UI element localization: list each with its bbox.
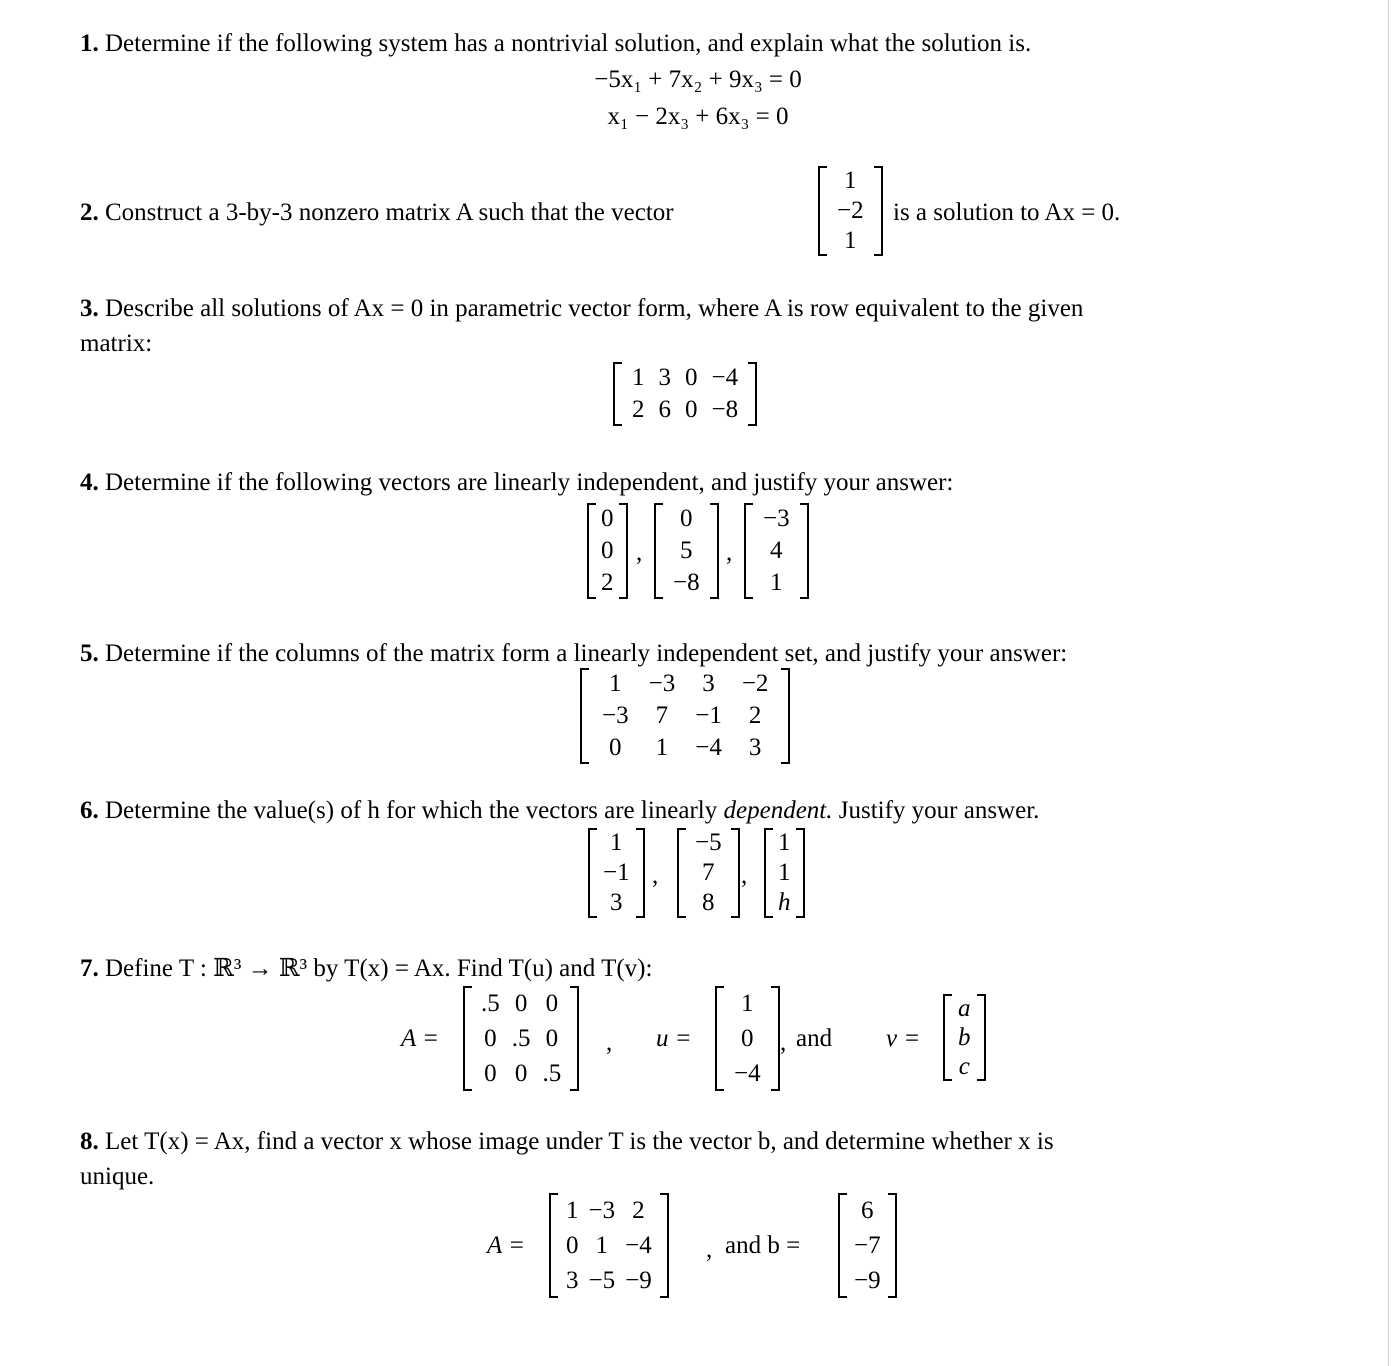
problem-4-text: Determine if the following vectors are linearly independent, and justify your answer: <box>105 469 954 496</box>
problem-7-text: Define T : ℝ³ → ℝ³ by T(x) = Ax. Find T(u) and T(v): <box>105 955 653 982</box>
matrix-cell: 0 <box>514 990 528 1017</box>
problem-7-vector-u <box>715 986 780 1091</box>
problem-8-line-1 <box>80 1127 1054 1157</box>
problem-2-text-a: Construct a 3-by-3 nonzero matrix A such that the vector <box>105 199 674 226</box>
problem-1 <box>80 29 1031 59</box>
matrix-cell: 1 <box>610 829 623 856</box>
problem-8-a-label: A = <box>487 1232 525 1259</box>
matrix-cell: −1 <box>603 859 630 886</box>
matrix-cell: −4 <box>711 364 739 391</box>
matrix-cell: a <box>958 995 971 1022</box>
matrix-cell: −4 <box>625 1232 652 1259</box>
matrix-cell: 0 <box>680 505 693 532</box>
problem-8-line-2: unique. <box>80 1163 155 1190</box>
matrix-cell: 0 <box>484 1025 497 1052</box>
problem-7-and: and <box>796 1025 833 1052</box>
problem-4-number: 4. <box>80 469 99 496</box>
matrix-cell: .5 <box>481 990 500 1017</box>
comma: , <box>706 1236 713 1263</box>
problem-6-vector-3 <box>764 828 805 918</box>
matrix-cell: 1 <box>655 734 669 761</box>
matrix-cell: 3 <box>702 670 715 697</box>
matrix-cell: 3 <box>566 1267 579 1294</box>
problem-8-and-b: and b = <box>725 1232 801 1259</box>
problem-3-line-2: matrix: <box>80 330 153 357</box>
comma: , <box>636 539 643 566</box>
problem-5-matrix <box>580 668 790 764</box>
matrix-cell: 0 <box>685 396 698 423</box>
matrix-cell: 1 <box>770 569 783 596</box>
problem-8-matrix-a <box>549 1193 669 1298</box>
problem-4-vector-2 <box>654 503 719 599</box>
problem-6-vector-1 <box>588 828 645 918</box>
matrix-cell: 2 <box>632 396 645 423</box>
problem-3-matrix <box>613 362 757 426</box>
matrix-cell: −3 <box>648 670 676 697</box>
matrix-cell: −3 <box>602 702 629 729</box>
problem-1-text: Determine if the following system has a nontrivial solution, and explain what the solution is. <box>105 30 1032 57</box>
comma: , <box>652 862 659 889</box>
problem-3-line-1 <box>80 294 1083 324</box>
matrix-cell: −5 <box>588 1267 616 1294</box>
matrix-cell: 0 <box>566 1232 579 1259</box>
matrix-cell: 1 <box>632 364 645 391</box>
problem-8-text-a: Let T(x) = Ax, find a vector x whose image under T is the vector b, and determine whether x is <box>105 1128 1054 1155</box>
problem-2-vector <box>818 166 883 256</box>
matrix-cell: .5 <box>511 1025 531 1052</box>
matrix-cell: 1 <box>844 227 857 254</box>
matrix-cell: −2 <box>837 197 864 224</box>
page-edge <box>1388 0 1389 1366</box>
problem-4-vector-3 <box>744 503 809 599</box>
problem-7-line <box>80 954 652 984</box>
matrix-cell: −3 <box>763 505 790 532</box>
matrix-cell: 1 <box>741 990 754 1017</box>
matrix-cell: 0 <box>601 505 614 532</box>
matrix-cell: 1 <box>609 670 622 697</box>
matrix-cell: 4 <box>770 537 783 564</box>
problem-7-v-label: v = <box>886 1025 921 1052</box>
matrix-cell: 7 <box>702 859 715 886</box>
comma: , <box>780 1029 787 1056</box>
matrix-cell: 0 <box>685 364 698 391</box>
problem-5-number: 5. <box>80 640 99 667</box>
problem-7-vector-v <box>943 994 986 1081</box>
matrix-cell: −3 <box>588 1197 616 1224</box>
matrix-cell: 0 <box>545 990 559 1017</box>
problem-8-number: 8. <box>80 1128 99 1155</box>
problem-2-text-after: is a solution to Ax = 0. <box>893 199 1121 226</box>
problem-5-line <box>80 639 1067 669</box>
problem-2-number: 2. <box>80 199 99 226</box>
matrix-cell: 6 <box>658 396 671 423</box>
matrix-cell: 0 <box>741 1025 754 1052</box>
comma: , <box>606 1029 613 1056</box>
matrix-cell: 2 <box>748 702 762 729</box>
matrix-cell: 1 <box>778 859 791 886</box>
matrix-cell: 0 <box>514 1060 528 1087</box>
problem-8-vector-b <box>838 1193 897 1298</box>
problem-7-number: 7. <box>80 955 99 982</box>
matrix-cell: 1 <box>595 1232 609 1259</box>
matrix-cell: 7 <box>655 702 669 729</box>
problem-6-text-a: Determine the value(s) of h for which the vectors are linearly <box>105 797 718 824</box>
matrix-cell: 3 <box>658 364 671 391</box>
matrix-cell: h <box>778 889 791 916</box>
matrix-cell: .5 <box>542 1060 562 1087</box>
matrix-cell: −1 <box>695 702 722 729</box>
problem-7-u-label: u = <box>656 1025 692 1052</box>
problem-1-number: 1. <box>80 30 99 57</box>
matrix-cell: −4 <box>734 1060 761 1087</box>
problem-6-number: 6. <box>80 797 99 824</box>
matrix-cell: 3 <box>748 734 762 761</box>
problem-6-vector-2 <box>677 828 740 918</box>
problem-6-emphasis: dependent. <box>723 797 833 824</box>
problem-3-number: 3. <box>80 295 99 322</box>
comma: , <box>726 539 733 566</box>
matrix-cell: 0 <box>601 537 614 564</box>
problem-5-text: Determine if the columns of the matrix form a linearly independent set, and justify your answer: <box>105 640 1068 667</box>
problem-1-equation-2: x₁ − 2x₃ + 6x₃ = 0 <box>607 103 789 130</box>
matrix-cell: −4 <box>695 734 722 761</box>
problem-4-vector-1 <box>587 503 628 599</box>
problem-7-a-label: A = <box>401 1025 439 1052</box>
matrix-cell: 8 <box>702 889 715 916</box>
matrix-cell: −2 <box>741 670 769 697</box>
problem-6-line <box>80 796 1039 826</box>
matrix-cell: b <box>958 1024 971 1051</box>
matrix-cell: 6 <box>861 1197 874 1224</box>
matrix-cell: 1 <box>778 829 791 856</box>
problem-4-line <box>80 468 953 498</box>
problem-3-text-a: Describe all solutions of Ax = 0 in parametric vector form, where A is row equivalent to the given <box>105 295 1084 322</box>
matrix-cell: 3 <box>610 889 623 916</box>
matrix-cell: 0 <box>609 734 622 761</box>
matrix-cell: 0 <box>484 1060 497 1087</box>
problem-2-text-before <box>80 198 674 228</box>
matrix-cell: −9 <box>625 1267 652 1294</box>
matrix-cell: −8 <box>673 569 700 596</box>
matrix-cell: c <box>958 1053 970 1080</box>
matrix-cell: −9 <box>854 1267 881 1294</box>
matrix-cell: 1 <box>566 1197 579 1224</box>
matrix-cell: 1 <box>844 167 857 194</box>
matrix-cell: 2 <box>601 569 614 596</box>
matrix-cell: −7 <box>854 1232 881 1259</box>
problem-6-text-b: Justify your answer. <box>838 797 1040 824</box>
matrix-cell: 5 <box>680 537 693 564</box>
comma: , <box>741 862 748 889</box>
matrix-cell: −8 <box>711 396 739 423</box>
matrix-cell: −5 <box>695 829 722 856</box>
matrix-cell: 0 <box>545 1025 559 1052</box>
problem-1-equation-1: −5x₁ + 7x₂ + 9x₃ = 0 <box>594 66 802 93</box>
problem-7-matrix-a <box>463 986 579 1091</box>
matrix-cell: 2 <box>632 1197 645 1224</box>
